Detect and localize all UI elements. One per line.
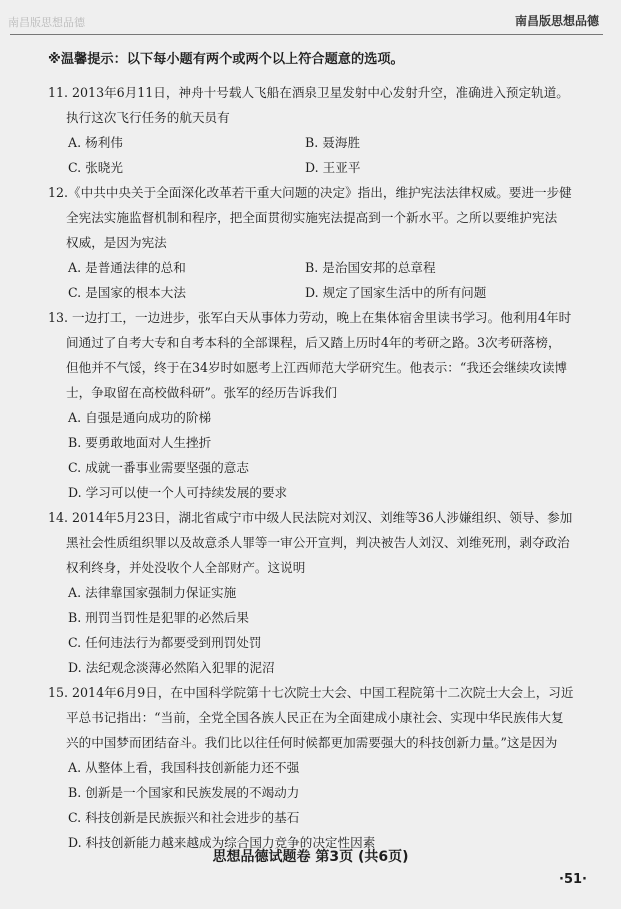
option-d: D. 规定了国家生活中的所有问题: [305, 285, 487, 300]
option-c: C. 张晓光: [68, 160, 123, 175]
question-stem-line: 间通过了自考大专和自考本科的全部课程，后又踏上历时4年的考研之路。3次考研落榜，: [66, 335, 561, 350]
question-15: [48, 680, 594, 855]
question-stem-line: 权威，是因为宪法: [66, 235, 167, 250]
question-stem-line: 全宪法实施监督机制和程序，把全面贯彻实施宪法提高到一个新水平。之所以要维护宪法: [66, 210, 558, 225]
page-number: ·51·: [559, 872, 587, 887]
tip-text: ※温馨提示：以下每小题有两个或两个以上符合题意的选项。: [48, 52, 404, 67]
option-a: A. 法律靠国家强制力保证实施: [68, 585, 237, 600]
question-stem-line: 黑社会性质组织罪以及故意杀人罪等一审公开宣判，判决被告人刘汉、刘维死刑，剥夺政治: [66, 535, 570, 550]
option-b: B. 是治国安邦的总章程: [305, 260, 436, 275]
question-stem-line: 但他并不气馁，终于在34岁时如愿考上江西师范大学研究生。他表示：“我还会继续攻读博: [66, 360, 568, 375]
page-footer: 思想品德试题卷 第3页 (共6页): [212, 849, 409, 865]
header-right-text: 南昌版思想品德: [514, 14, 599, 28]
option-c: C. 任何违法行为都要受到刑罚处罚: [68, 635, 262, 650]
option-d: D. 科技创新能力越来越成为综合国力竞争的决定性因素: [68, 835, 376, 850]
question-stem-line: 15. 2014年6月9日，在中国科学院第十七次院士大会、中国工程院第十二次院士大会上，习近: [48, 685, 574, 700]
option-d: D. 王亚平: [305, 160, 361, 175]
question-stem-line: 12.《中共中央关于全面深化改革若干重大问题的决定》指出，维护宪法法律权威。要进一步健: [48, 185, 572, 200]
option-row: [48, 280, 594, 305]
header-left-text: 南昌版思想品德: [8, 16, 85, 29]
question-stem-line: 13. 一边打工，一边进步，张军白天从事体力劳动，晚上在集体宿舍里读书学习。他利用4年时: [48, 310, 572, 325]
option-b: B. 刑罚当罚性是犯罪的必然后果: [68, 610, 249, 625]
questions-area: [48, 80, 594, 855]
option-row: [48, 130, 594, 155]
option-a: A. 杨利伟: [68, 135, 123, 150]
question-stem-line: 权利终身，并处没收个人全部财产。这说明: [66, 560, 306, 575]
option-row: [48, 155, 594, 180]
option-row: [48, 255, 594, 280]
option-c: C. 成就一番事业需要坚强的意志: [68, 460, 249, 475]
question-stem-line: 14. 2014年5月23日，湖北省咸宁市中级人民法院对刘汉、刘维等36人涉嫌组织、领导、参加: [48, 510, 573, 525]
option-a: A. 从整体上看，我国科技创新能力还不强: [68, 760, 300, 775]
question-stem-line: 士，争取留在高校做科研”。张军的经历告诉我们: [66, 385, 337, 400]
option-d: D. 学习可以使一个人可持续发展的要求: [68, 485, 288, 500]
option-a: A. 自强是通向成功的阶梯: [68, 410, 212, 425]
question-stem-line: 平总书记指出：“当前，全党全国各族人民正在为全面建成小康社会、实现中华民族伟大复: [66, 710, 564, 725]
header-divider: [10, 34, 603, 35]
option-a: A. 是普通法律的总和: [68, 260, 186, 275]
question-stem-line: 执行这次飞行任务的航天员有: [66, 110, 230, 125]
question-13: [48, 305, 594, 505]
option-b: B. 创新是一个国家和民族发展的不竭动力: [68, 785, 300, 800]
option-c: C. 是国家的根本大法: [68, 285, 186, 300]
option-b: B. 聂海胜: [305, 135, 361, 150]
question-stem-line: 兴的中国梦而团结奋斗。我们比以往任何时候都更加需要强大的科技创新力量。”这是因为: [66, 735, 558, 750]
question-14: [48, 505, 594, 680]
question-12: [48, 180, 594, 305]
question-stem-line: 11. 2013年6月11日，神舟十号载人飞船在酒泉卫星发射中心发射升空，准确进入预定轨道。: [48, 85, 569, 100]
option-d: D. 法纪观念淡薄必然陷入犯罪的泥沼: [68, 660, 275, 675]
option-c: C. 科技创新是民族振兴和社会进步的基石: [68, 810, 300, 825]
question-11: [48, 80, 594, 180]
option-b: B. 要勇敢地面对人生挫折: [68, 435, 212, 450]
